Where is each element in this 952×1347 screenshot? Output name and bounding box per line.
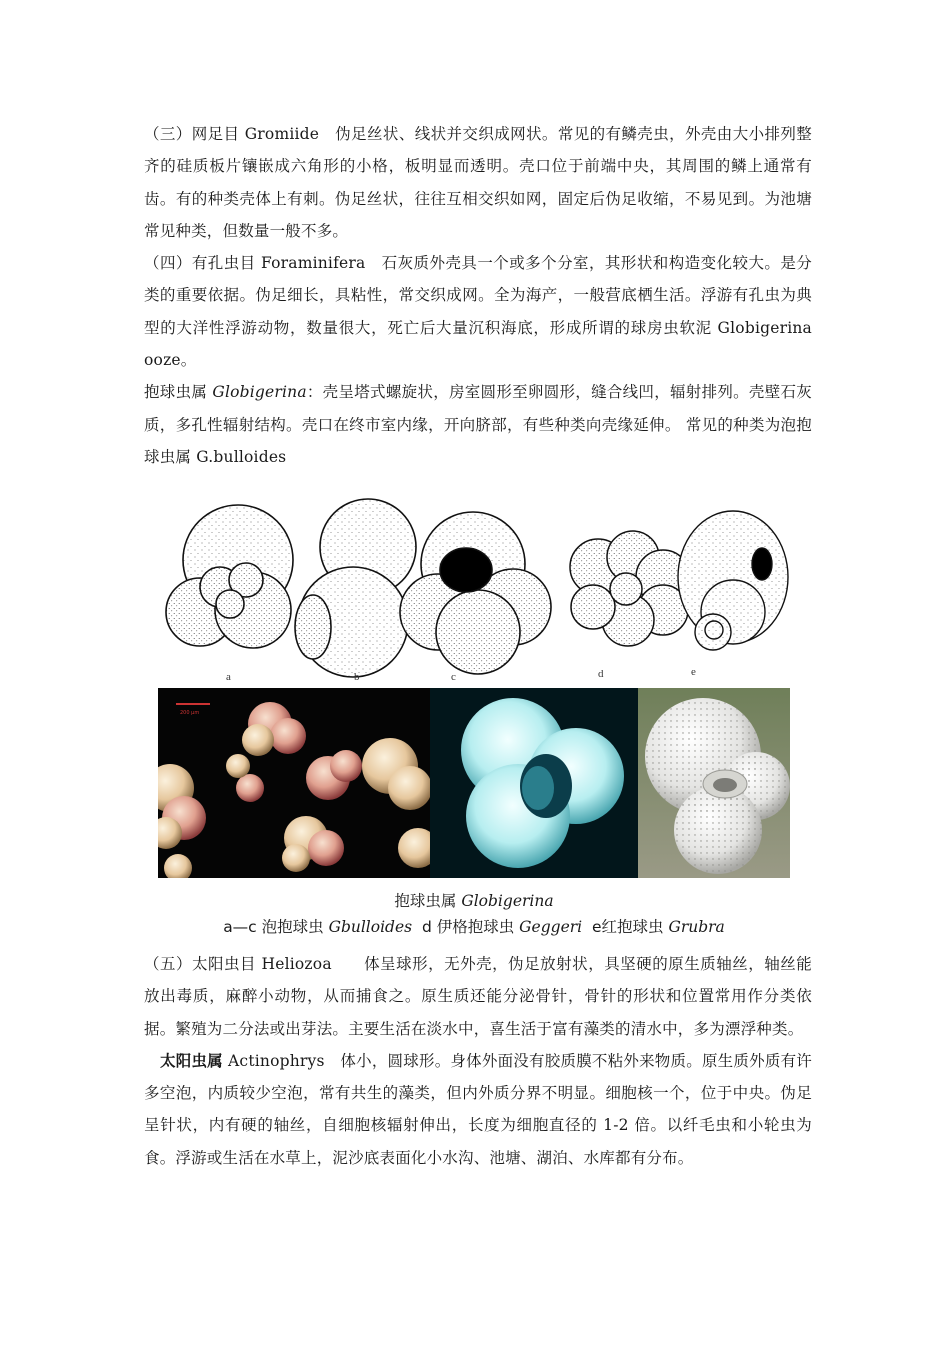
figure-caption bbox=[158, 888, 790, 940]
caption-genus-latin: Globigerina bbox=[461, 892, 554, 910]
globigerina-desc: ：壳呈塔式螺旋状，房室圆形至卵圆形，缝合线凹，辐射排列。壳壁石灰质，多孔性辐射结构。壳口在终市室内缘，开向脐部，有些种类向壳缘延伸。 常见的种类为泡抱球虫属 G.bulloides bbox=[144, 383, 812, 466]
drawing-e bbox=[678, 511, 788, 650]
globigerina-lead: 抱球虫属 bbox=[144, 383, 213, 402]
drawing-b bbox=[295, 499, 416, 677]
caption-a: a—c 泡抱球虫 bbox=[223, 918, 329, 936]
caption-genus-cn: 抱球虫属 bbox=[394, 892, 462, 910]
caption-line-2 bbox=[158, 914, 790, 940]
foraminifera-photos bbox=[158, 688, 790, 878]
section4-paragraph: （四）有孔虫目 Foraminifera 石灰质外壳具一个或多个分室，其形状和构造变化较大。是分类的重要依据。伪足细长，具粘性，常交织成网。全为海产，一般营底栖生活。浮游有孔虫为典型的大洋性浮游动物，数量很大，死亡后大量沉积海底，形成所谓的球房虫软泥 Globigerina ooze。 bbox=[144, 254, 812, 370]
actinophrys-desc: Actinophrys 体小，圆球形。身体外面没有胶质膜不粘外来物质。原生质外质有许多空泡，内质较少空泡，常有共生的藻类，但内外质分界不明显。细胞核一个，位于中央。伪足呈针状，内有硬的轴丝，自细胞核辐射伸出，长度为细胞直径的 1-2 倍。以纤毛虫和小轮虫为食。浮游或生活在水草上，泥沙底表面化小水沟、池塘、湖泊、水库都有分布。 bbox=[144, 1051, 812, 1167]
drawing-a bbox=[166, 505, 293, 648]
globigerina-genus: Globigerina bbox=[212, 383, 307, 402]
foraminifera-drawings bbox=[158, 492, 790, 682]
section5-paragraph: （五）太阳虫目 Heliozoa 体呈球形，无外壳，伪足放射状，具坚硬的原生质轴丝，轴丝能放出毒质，麻醉小动物，从而捕食之。原生质还能分泌骨针，骨针的形状和位置常用作分类依据。繁殖为二分法或出芽法。主要生活在淡水中，喜生活于富有藻类的清水中，多为漂浮种类。 bbox=[144, 955, 812, 1038]
caption-d-latin: Geggeri bbox=[519, 918, 583, 936]
lower-text-block bbox=[144, 948, 812, 1174]
drawing-label-c: c bbox=[451, 671, 456, 682]
drawing-label-a: a bbox=[226, 671, 231, 682]
caption-line-1 bbox=[158, 888, 790, 914]
drawing-label-b: b bbox=[354, 671, 360, 682]
globigerina-figure bbox=[158, 492, 790, 940]
drawing-d bbox=[556, 517, 696, 657]
globigerina-paragraph bbox=[144, 376, 812, 473]
caption-a-latin: Gbulloides bbox=[328, 918, 413, 936]
caption-d: d 伊格抱球虫 bbox=[412, 918, 520, 936]
drawing-label-e: e bbox=[691, 666, 696, 678]
caption-e-latin: Grubra bbox=[668, 918, 725, 936]
section3-paragraph: （三）网足目 Gromiide 伪足丝状、线状并交织成网状。常见的有鳞壳虫，外壳由大小排列整齐的硅质板片镶嵌成六角形的小格，板明显而透明。壳口位于前端中央，其周围的鳞上通常有齿。有的种类壳体上有刺。伪足丝状，往往互相交织如网，固定后伪足收缩，不易见到。为池塘常见种类，但数量一般不多。 bbox=[144, 125, 812, 240]
drawing-label-d: d bbox=[598, 668, 604, 680]
caption-e: e红抱球虫 bbox=[582, 918, 669, 936]
drawing-c bbox=[400, 512, 551, 674]
upper-text-block bbox=[144, 118, 812, 473]
actinophrys-paragraph bbox=[144, 1045, 812, 1174]
scale-bar-label: 200 µm bbox=[180, 710, 200, 716]
actinophrys-lead: 太阳虫属 bbox=[160, 1051, 223, 1070]
